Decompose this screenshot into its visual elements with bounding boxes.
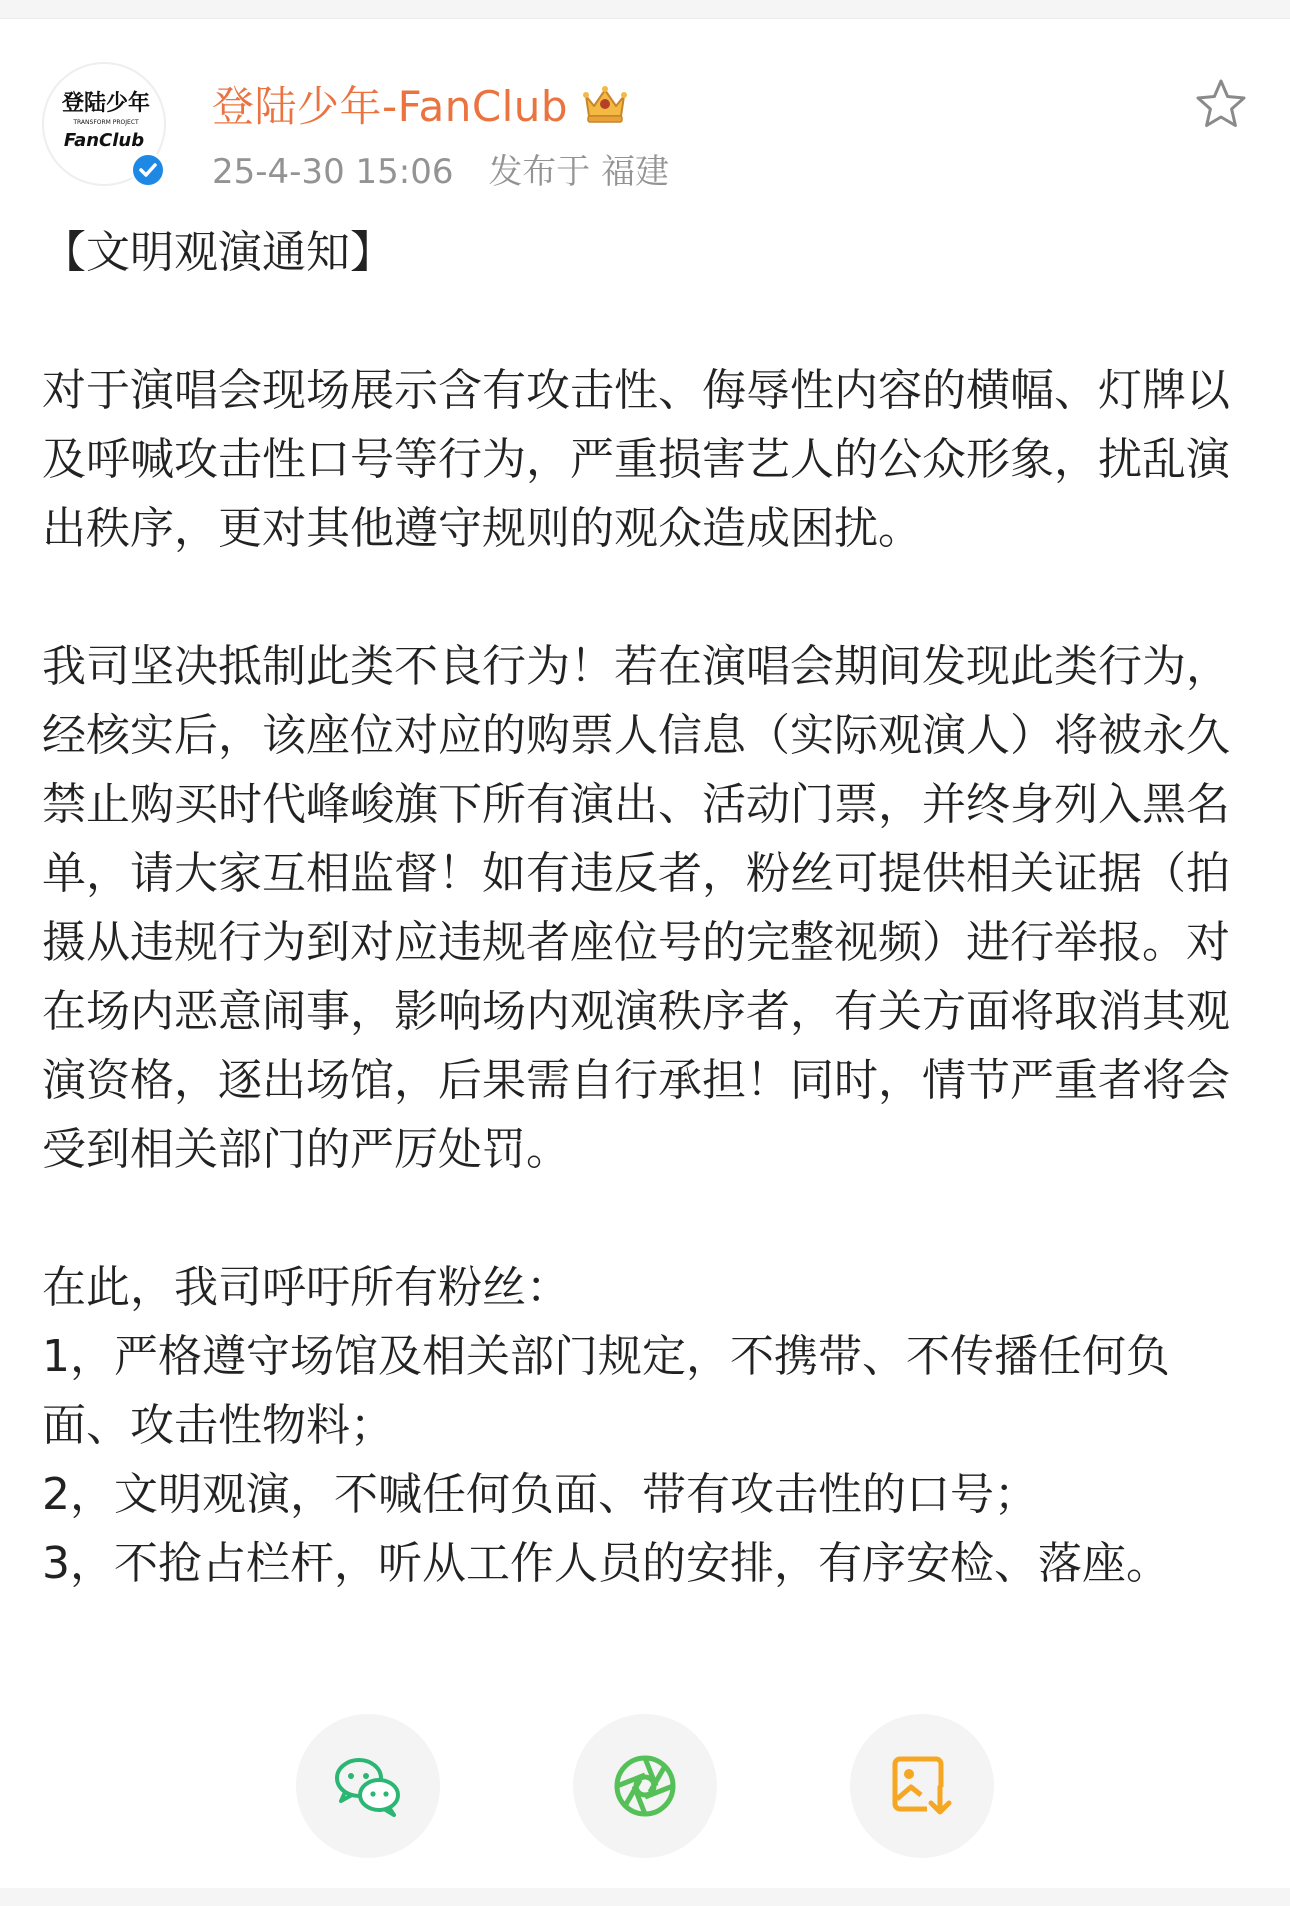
moments-icon [606, 1747, 684, 1825]
avatar-line-3: FanClub [63, 130, 145, 151]
favorite-star-icon[interactable] [1192, 76, 1250, 134]
bottom-strip [0, 1888, 1290, 1906]
share-wechat-button[interactable] [296, 1714, 440, 1858]
avatar-line-1: 登陆少年 [61, 91, 151, 116]
share-actions [0, 1714, 1290, 1860]
paragraph-2: 我司坚决抵制此类不良行为！若在演唱会期间发现此类行为，经核实后，该座位对应的购票人信息（实际观演人）将被永久禁止购买时代峰峻旗下所有演出、活动门票，并终身列入黑名单，请大家互相监督！如有违反者，粉丝可提供相关证据（拍摄从违规行为到对应违规者座位号的完整视频）进行举报。对在场内恶意闹事，影响场内观演秩序者，有关方面将取消其观演资格，逐出场馆，后果需自行承担！同时，情节严重者将会受到相关部门的严厉处罚。 [42, 641, 1230, 1175]
verified-icon [130, 152, 166, 188]
paragraph-1: 对于演唱会现场展示含有攻击性、侮辱性内容的横幅、灯牌以及呼喊攻击性口号等行为，严重损害艺人的公众形象，扰乱演出秩序，更对其他遵守规则的观众造成困扰。 [42, 365, 1230, 554]
post-datetime: 25-4-30 15:06 [212, 152, 454, 192]
top-divider [0, 0, 1290, 19]
author-name[interactable]: 登陆少年-FanClub [212, 82, 569, 131]
save-image-icon [883, 1747, 961, 1825]
save-image-button[interactable] [850, 1714, 994, 1858]
list-item: 3，不抢占栏杆，听从工作人员的安排，有序安检、落座。 [42, 1538, 1170, 1589]
post-title: 【文明观演通知】 [42, 227, 394, 278]
spacer [42, 1184, 1257, 1253]
avatar-line-2: TRANSFORM PROJECT [73, 119, 139, 126]
post-body [42, 218, 1257, 1598]
post-header [0, 60, 1290, 190]
wechat-icon [329, 1747, 407, 1825]
list-item: 1，严格遵守场馆及相关部门规定，不携带、不传播任何负面、攻击性物料； [42, 1331, 1170, 1451]
post-location: 发布于 福建 [488, 152, 670, 192]
post-meta [212, 144, 669, 193]
list-item: 2，文明观演，不喊任何负面、带有攻击性的口号； [42, 1469, 1038, 1520]
author-row [212, 76, 630, 132]
spacer [42, 287, 1257, 356]
crown-icon [580, 82, 630, 126]
paragraph-3-intro: 在此，我司呼吁所有粉丝： [42, 1262, 570, 1313]
share-moments-button[interactable] [573, 1714, 717, 1858]
spacer [42, 563, 1257, 632]
